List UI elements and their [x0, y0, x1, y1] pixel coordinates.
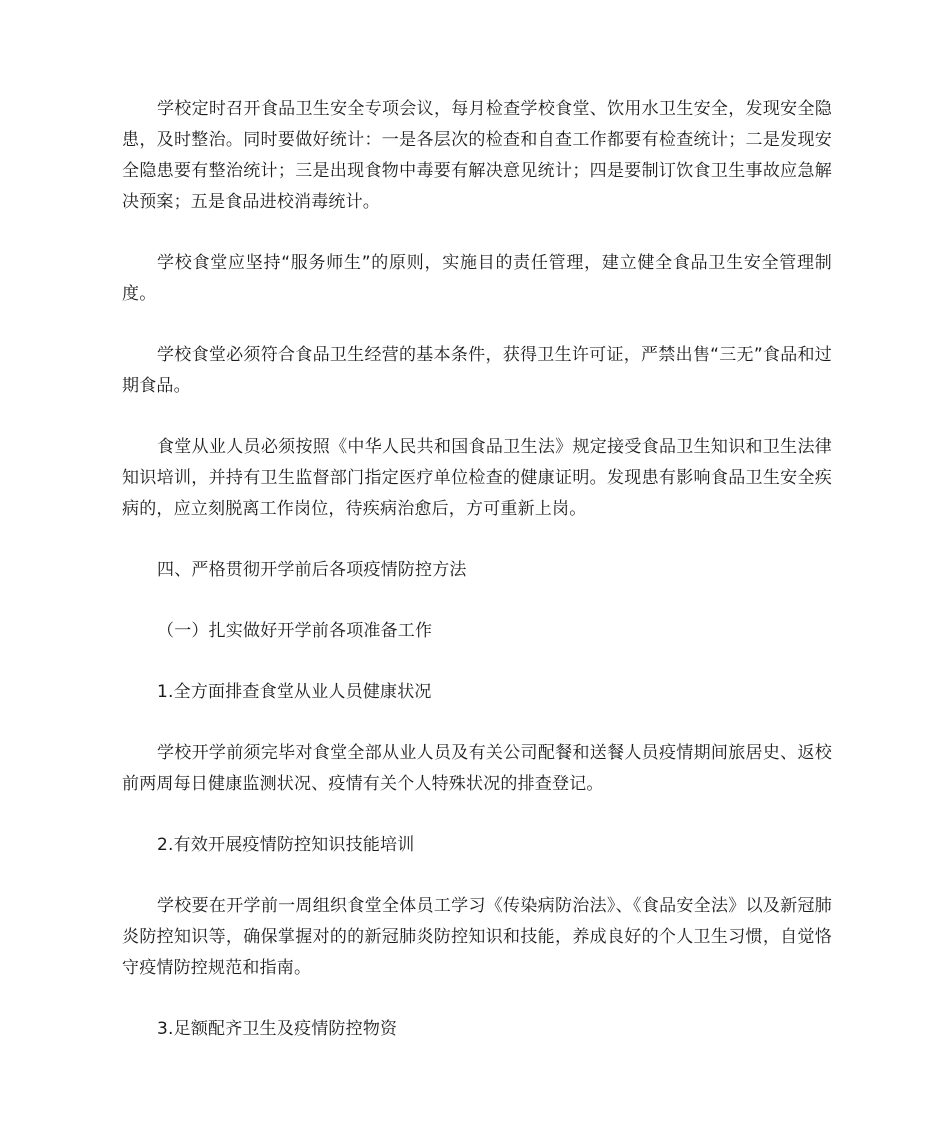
- paragraph-health-screening: 学校开学前须完毕对食堂全部从业人员及有关公司配餐和送餐人员疫情期间旅居史、返校前两周每日健康监测状况、疫情有关个人特殊状况的排查登记。: [122, 743, 832, 794]
- paragraph-canteen-principle: 学校食堂应坚持“服务师生”的原则，实施目的责任管理，建立健全食品卫生安全管理制度。: [122, 253, 832, 304]
- paragraph-training: 学校要在开学前一周组织食堂全体员工学习《传染病防治法》、《食品安全法》以及新冠肺炎防控知识等，确保掌握对的的新冠肺炎防控知识和技能，养成良好的个人卫生习惯，自觉恪守疫情防控规范和指南。: [122, 896, 832, 978]
- item-heading-supplies: 3.足额配齐卫生及疫情防控物资: [157, 1019, 398, 1039]
- paragraph-staff-training: 食堂从业人员必须按照《中华人民共和国食品卫生法》规定接受食品卫生知识和卫生法律知识培训，并持有卫生监督部门指定医疗单位检查的健康证明。发现患有影响食品卫生安全疾病的，应立刻脱离工作岗位，待疾病治愈后，方可重新上岗。: [122, 437, 832, 519]
- section-heading-epidemic-measures: 四、严格贯彻开学前后各项疫情防控方法: [157, 560, 467, 580]
- item-heading-health-screening: 1.全方面排查食堂从业人员健康状况: [157, 682, 432, 702]
- paragraph-canteen-conditions: 学校食堂必须符合食品卫生经营的基本条件，获得卫生许可证，严禁出售“三无”食品和过期食品。: [122, 345, 832, 396]
- subsection-heading-preparation: （一）扎实做好开学前各项准备工作: [157, 621, 433, 641]
- item-heading-training: 2.有效开展疫情防控知识技能培训: [157, 835, 415, 855]
- document-body: [122, 94, 832, 1045]
- paragraph-food-safety-meeting: 学校定时召开食品卫生安全专项会议，每月检查学校食堂、饮用水卫生安全，发现安全隐患，及时整治。同时要做好统计：一是各层次的检查和自查工作都要有检查统计；二是发现安全隐患要有整治统计；三是出现食物中毒要有解决意见统计；四是要制订饮食卫生事故应急解决预案；五是食品进校消毒统计。: [122, 99, 832, 212]
